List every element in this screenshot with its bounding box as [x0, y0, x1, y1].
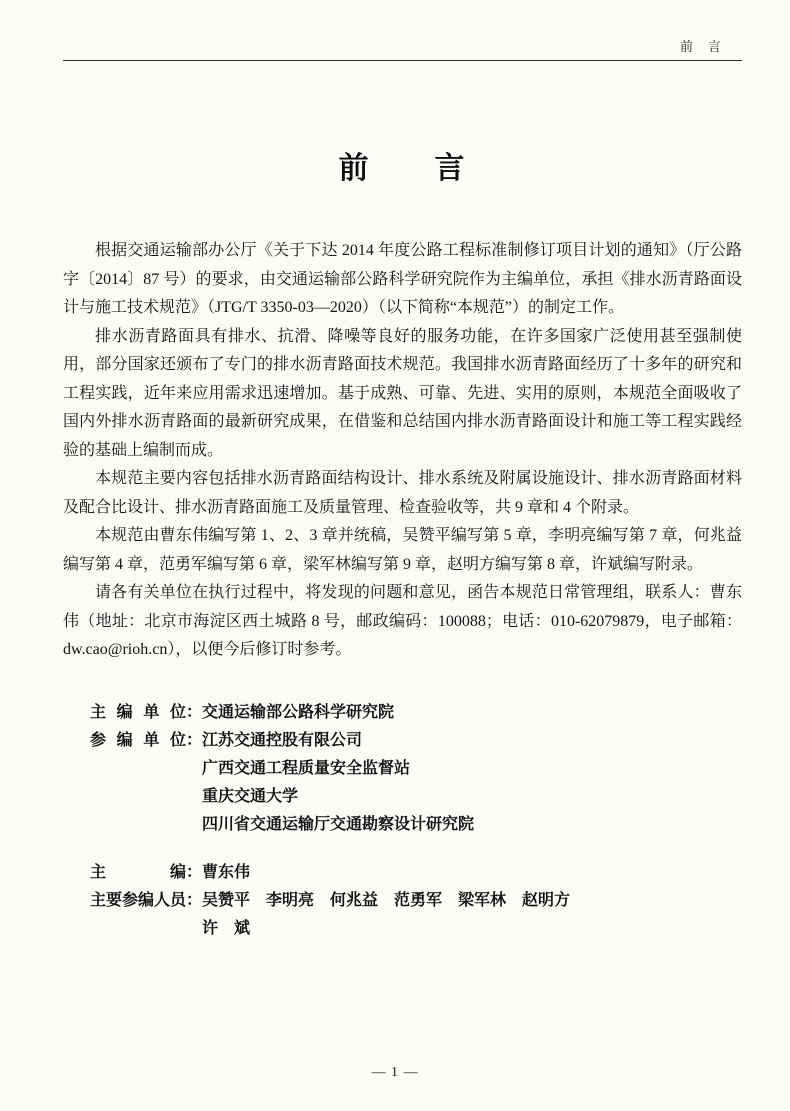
- chief-editor-row: [90, 859, 742, 887]
- main-editors-row: [90, 887, 742, 943]
- label-colon: ：: [186, 863, 203, 881]
- participating-unit: 江苏交通控股有限公司: [202, 731, 363, 749]
- chief-editor-unit-label: 主编单位: [90, 703, 186, 721]
- participating-units-row: [90, 727, 742, 839]
- body-paragraph-1: 根据交通运输部办公厅《关于下达 2014 年度公路工程标准制修订项目计划的通知》（厅公路字〔2014〕87 号）的要求，由交通运输部公路科学研究院作为主编单位，承担《排水沥青路面设计与施工技术规范》（JTG/T 3350-03—2020）（以下简称“本规范”）的制定工作。: [63, 242, 742, 316]
- body-text: [63, 237, 742, 665]
- body-paragraph-4: 本规范由曹东伟编写第 1、2、3 章并统稿，吴赞平编写第 5 章，李明亮编写第 7 章，何兆益编写第 4 章，范勇军编写第 6 章，梁军林编写第 9 章，赵明方编写第 8 章，许斌编写附录。: [63, 527, 742, 573]
- chief-editor-label: 主编: [90, 863, 186, 881]
- participating-unit: 四川省交通运输厅交通勘察设计研究院: [202, 815, 475, 833]
- main-editors-line: 吴赞平 李明亮 何兆益 范勇军 梁军林 赵明方: [202, 891, 571, 909]
- body-paragraph-2: 排水沥青路面具有排水、抗滑、降噪等良好的服务功能，在许多国家广泛使用甚至强制使用，部分国家还颁布了专门的排水沥青路面技术规范。我国排水沥青路面经历了十多年的研究和工程实践，近年来应用需求迅速增加。基于成熟、可靠、先进、实用的原则，本规范全面吸收了国内外排水沥青路面的最新研究成果，在借鉴和总结国内排水沥青路面设计和施工等工程实践经验的基础上编制而成。: [63, 327, 742, 459]
- body-paragraph-3: 本规范主要内容包括排水沥青路面结构设计、排水系统及附属设施设计、排水沥青路面材料及配合比设计、排水沥青路面施工及质量管理、检查验收等，共 9 章和 4 个附录。: [63, 470, 742, 516]
- participating-units-label: 参编单位: [90, 731, 186, 749]
- main-editors-line: 许 斌: [202, 919, 251, 937]
- page-title: 前 言: [338, 152, 467, 185]
- running-head: [63, 36, 742, 55]
- body-paragraph-5: 请各有关单位在执行过程中，将发现的问题和意见，函告本规范日常管理组，联系人：曹东伟（地址：北京市海淀区西土城路 8 号，邮政编码：100088；电话：010-62079879，电子邮箱：dw.cao@rioh.cn），以便今后修订时参考。: [63, 584, 742, 658]
- chief-editor-unit-value: 交通运输部公路科学研究院: [202, 703, 395, 721]
- main-editors-label: 主要参编人员: [90, 891, 187, 909]
- participating-unit: 广西交通工程质量安全监督站: [202, 759, 411, 777]
- header-divider: [63, 60, 742, 61]
- credits-section: [90, 699, 742, 943]
- main-editors-list: [202, 887, 742, 943]
- running-head-title: 前 言: [679, 39, 722, 54]
- participating-unit: 重庆交通大学: [202, 787, 299, 805]
- label-colon: ：: [186, 731, 203, 749]
- label-colon: ：: [186, 703, 203, 721]
- chief-editor-name: 曹东伟: [202, 863, 251, 881]
- participating-units-list: [202, 727, 742, 839]
- chief-editor-unit-row: [90, 699, 742, 727]
- editors-group: [90, 859, 742, 943]
- label-colon: ：: [186, 891, 203, 909]
- page-number: — 1 —: [371, 1065, 419, 1080]
